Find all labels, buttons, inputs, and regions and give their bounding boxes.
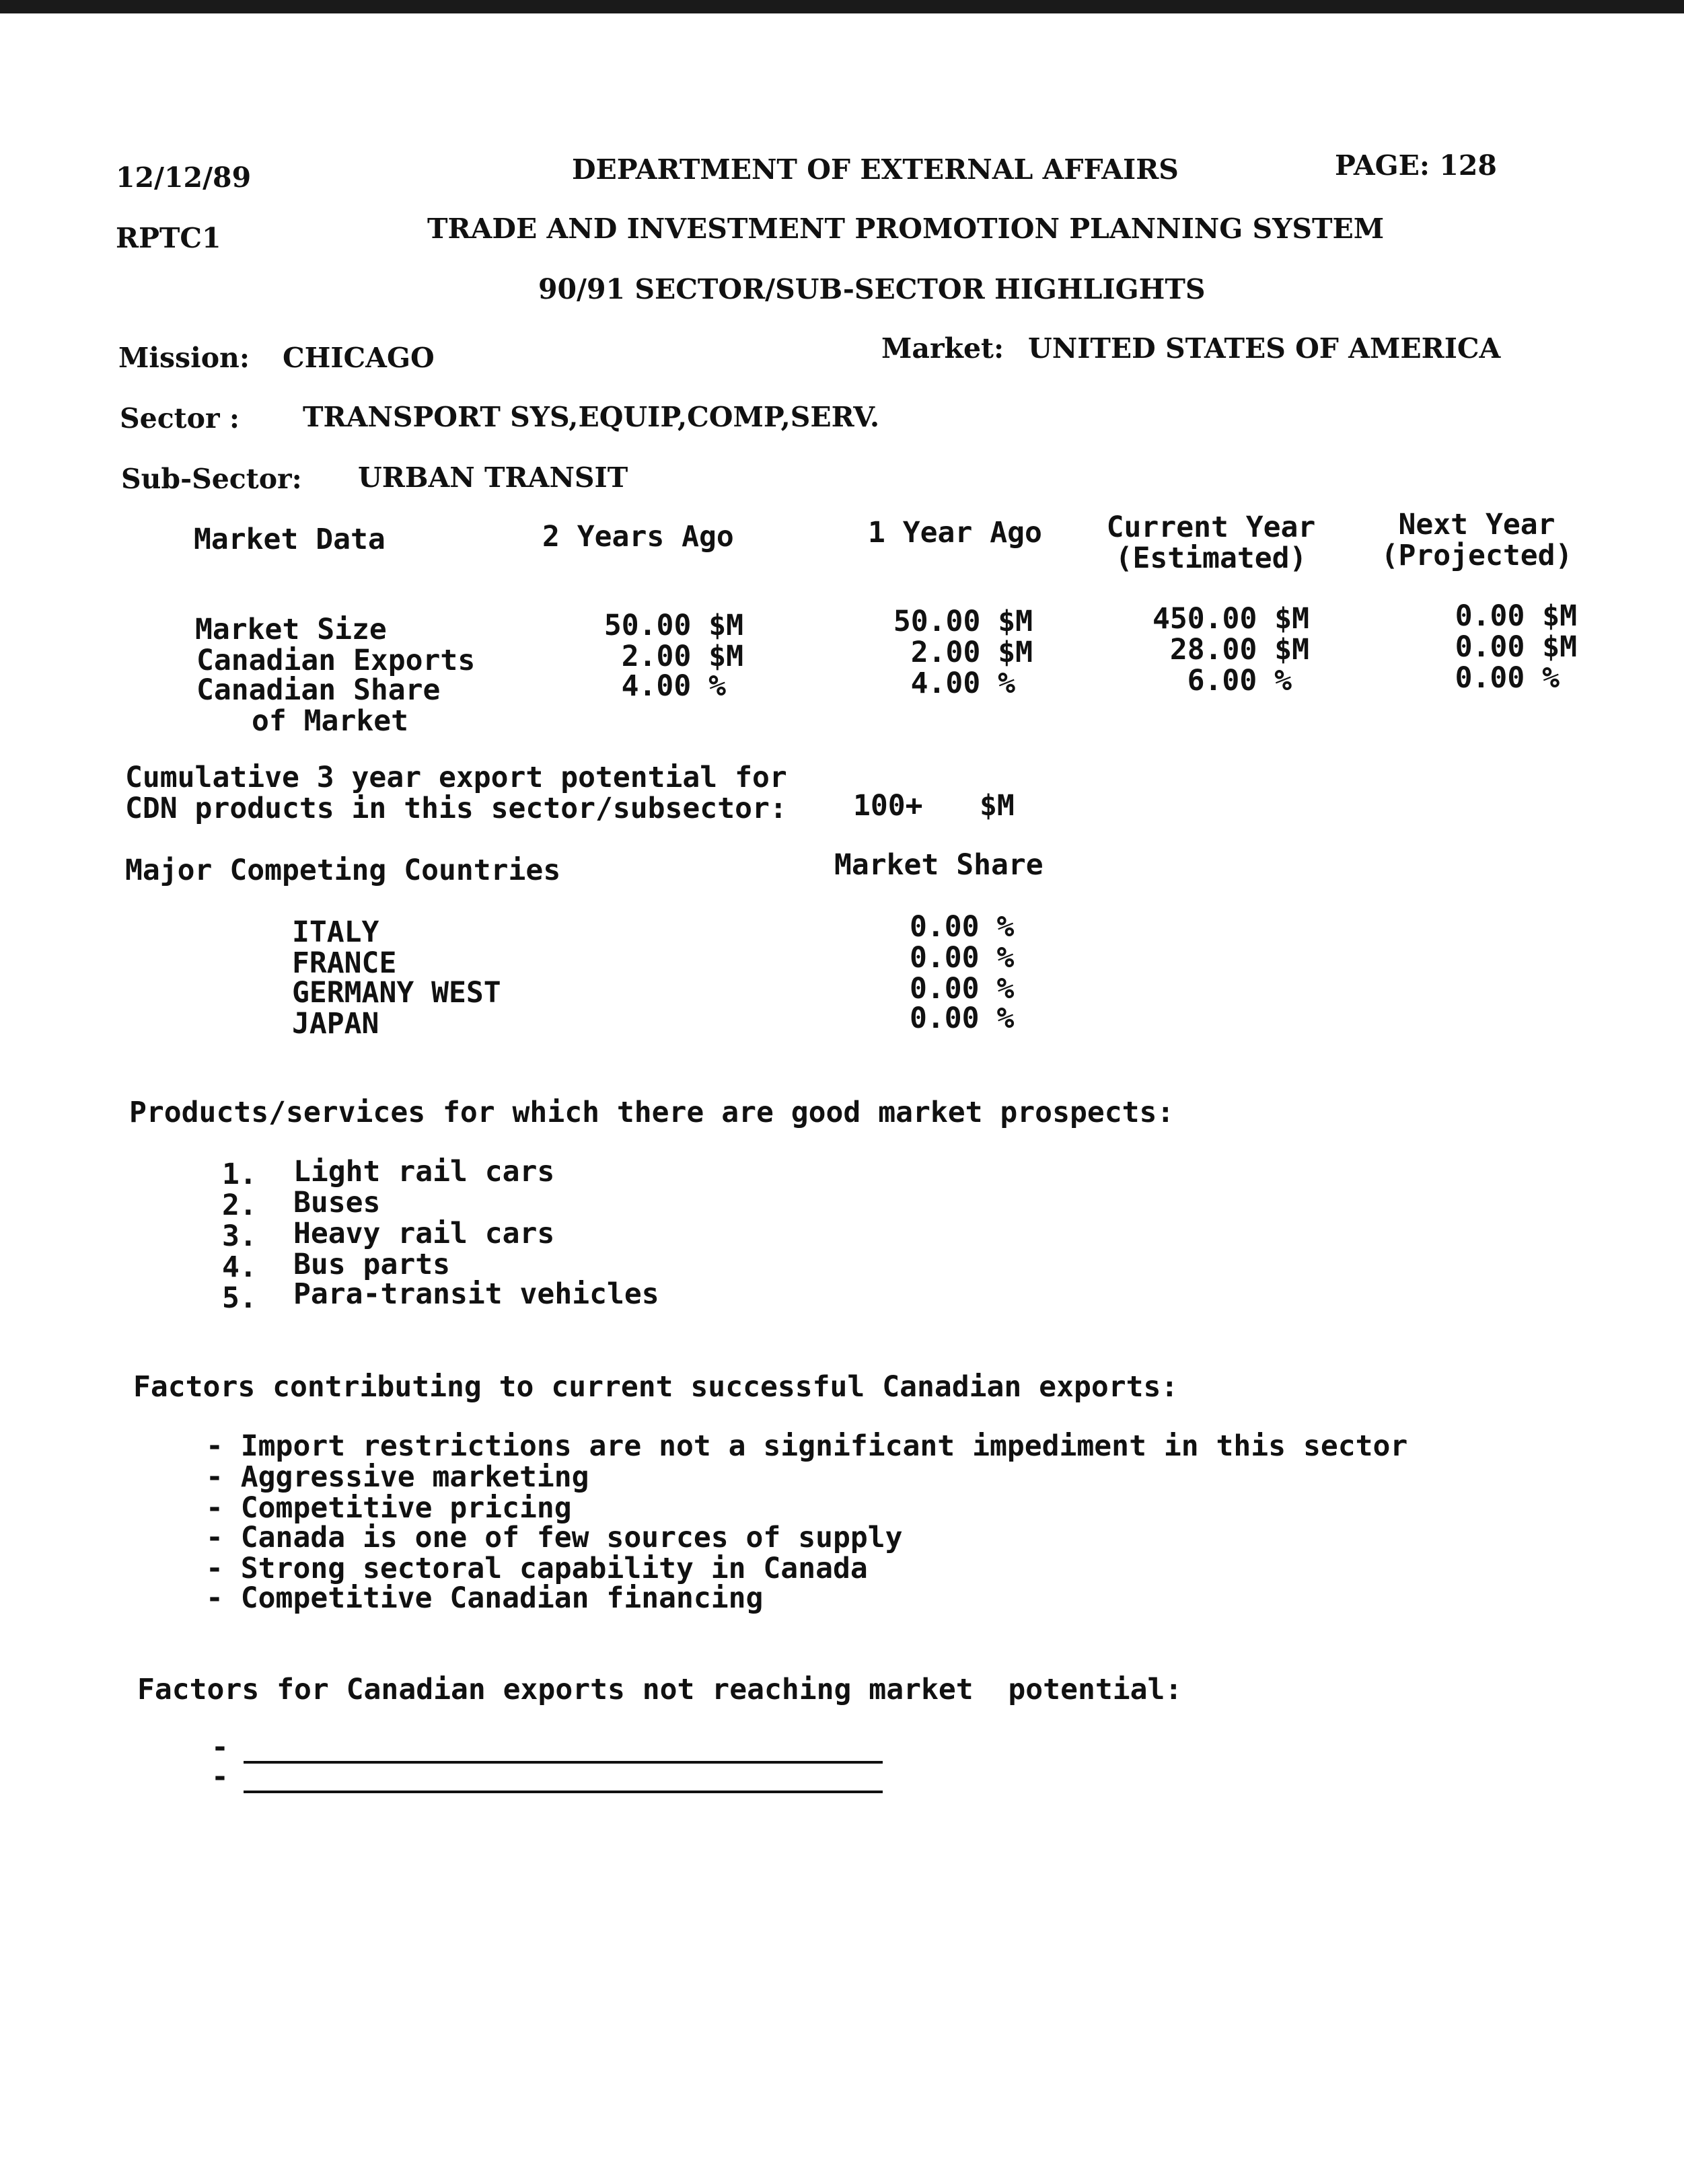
exports-next: 0.00 $M	[1455, 630, 1577, 664]
prospect-item: Para-transit vehicles	[293, 1277, 659, 1311]
sector-value: TRANSPORT SYS,EQUIP,COMP,SERV.	[303, 401, 880, 433]
market-size-2y: 50.00 $M	[603, 609, 743, 642]
blank-dash: -	[211, 1760, 229, 1794]
market-size-current: 450.00 $M	[1152, 602, 1309, 636]
success-factor-item: - Canada is one of few sources of supply	[206, 1521, 903, 1554]
market-size-1y: 50.00 $M	[893, 605, 1033, 638]
blank-dash: -	[211, 1731, 229, 1764]
subsector-value: URBAN TRANSIT	[358, 461, 628, 494]
prospect-number: 2.	[222, 1189, 257, 1222]
report-title: 90/91 SECTOR/SUB-SECTOR HIGHLIGHTS	[538, 273, 1206, 305]
mission-value: CHICAGO	[283, 342, 435, 374]
competitor-share: 0.00 %	[910, 941, 1015, 975]
market-value: UNITED STATES OF AMERICA	[1028, 332, 1501, 365]
success-factor-item: - Import restrictions are not a significant impediment in this sector	[206, 1429, 1408, 1463]
col-next-year: Next Year	[1398, 508, 1555, 541]
report-date: 12/12/89	[116, 161, 252, 194]
prospect-number: 4.	[222, 1250, 257, 1284]
prospect-item: Heavy rail cars	[293, 1217, 555, 1250]
col-1-year-ago: 1 Year Ago	[868, 516, 1042, 550]
competitors-heading: Major Competing Countries	[125, 854, 561, 887]
prospect-item: Bus parts	[293, 1248, 450, 1281]
market-size-next: 0.00 $M	[1455, 599, 1577, 633]
share-1y: 4.00 %	[910, 667, 1015, 700]
success-factor-item: - Strong sectoral capability in Canada	[206, 1552, 868, 1585]
col-2-years-ago: 2 Years Ago	[542, 520, 734, 554]
sector-label: Sector :	[120, 402, 240, 435]
prospect-number: 5.	[222, 1281, 257, 1315]
potential-line-2: CDN products in this sector/subsector:	[125, 792, 787, 825]
market-data-label: Market Data	[194, 523, 386, 556]
scan-top-edge	[0, 0, 1684, 13]
success-factor-item: - Competitive pricing	[206, 1491, 572, 1525]
department-title: DEPARTMENT OF EXTERNAL AFFAIRS	[572, 153, 1179, 186]
row-market-size-label: Market Size	[195, 613, 387, 646]
report-code: RPTC1	[116, 222, 221, 254]
col-current-year-sub: (Estimated)	[1115, 541, 1307, 575]
blank-line	[244, 1791, 883, 1793]
row-canadian-share-label: Canadian Share	[196, 673, 441, 707]
system-title: TRADE AND INVESTMENT PROMOTION PLANNING SYSTEM	[427, 213, 1385, 245]
exports-current: 28.00 $M	[1169, 633, 1309, 667]
prospects-heading: Products/services for which there are good market prospects:	[129, 1096, 1175, 1129]
prospect-number: 1.	[222, 1158, 257, 1191]
shortfall-factors-heading: Factors for Canadian exports not reaching market potential:	[137, 1673, 1183, 1706]
potential-line-1: Cumulative 3 year export potential for	[125, 761, 787, 794]
competitor-country: ITALY	[292, 915, 379, 949]
competitor-country: GERMANY WEST	[292, 976, 501, 1010]
row-canadian-exports-label: Canadian Exports	[196, 644, 476, 677]
prospect-item: Light rail cars	[293, 1155, 555, 1189]
prospect-number: 3.	[222, 1219, 257, 1253]
row-canadian-share-label-2: of Market	[252, 704, 408, 738]
mission-label: Mission:	[118, 342, 250, 374]
blank-line	[244, 1761, 883, 1764]
share-next: 0.00 %	[1455, 661, 1560, 695]
subsector-label: Sub-Sector:	[121, 463, 302, 495]
share-current: 6.00 %	[1187, 664, 1292, 698]
exports-1y: 2.00 $M	[910, 636, 1033, 669]
potential-value: 100+	[853, 789, 923, 823]
market-label: Market:	[881, 332, 1004, 365]
market-share-heading: Market Share	[834, 848, 1044, 882]
success-factors-heading: Factors contributing to current successful Canadian exports:	[133, 1370, 1179, 1404]
competitor-share: 0.00 %	[910, 910, 1015, 944]
prospect-item: Buses	[293, 1186, 381, 1219]
competitor-share: 0.00 %	[910, 1002, 1015, 1035]
success-factor-item: - Aggressive marketing	[206, 1460, 589, 1494]
page-number: PAGE: 128	[1335, 149, 1497, 182]
share-2y: 4.00 %	[621, 669, 726, 703]
competitor-share: 0.00 %	[910, 972, 1015, 1006]
competitor-country: JAPAN	[292, 1007, 379, 1041]
exports-2y: 2.00 $M	[621, 640, 743, 673]
success-factor-item: - Competitive Canadian financing	[206, 1581, 764, 1615]
col-next-year-sub: (Projected)	[1381, 539, 1573, 572]
potential-unit: $M	[980, 789, 1015, 823]
competitor-country: FRANCE	[292, 946, 397, 980]
col-current-year: Current Year	[1106, 511, 1316, 544]
